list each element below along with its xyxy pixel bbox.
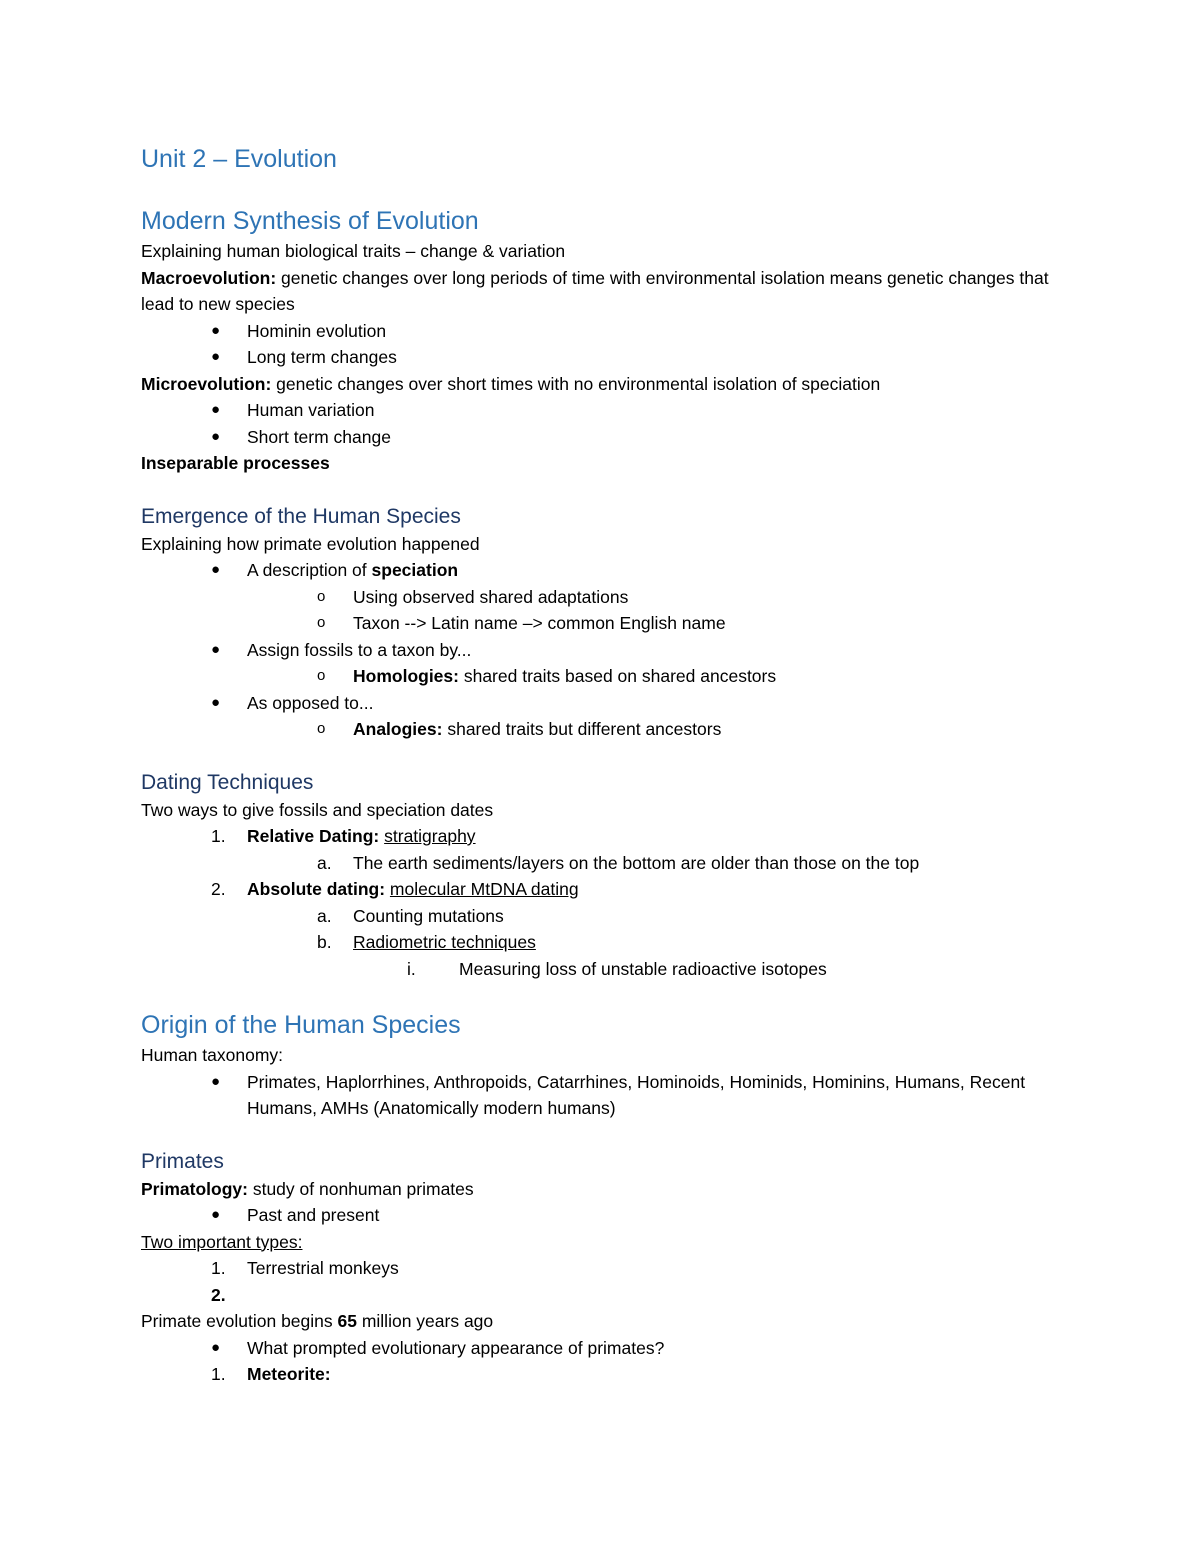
list-item-text: Assign fossils to a taxon by...	[247, 639, 472, 660]
evolution-number: 65	[337, 1311, 357, 1331]
list-item-text: A description of	[247, 560, 372, 580]
list-item	[141, 1282, 1081, 1309]
s2-intro: Explaining how primate evolution happened	[141, 533, 480, 554]
list-letter: a.	[317, 905, 332, 926]
list-item-text: Primates, Haplorrhines, Anthropoids, Catarrhines, Hominoids, Hominids, Hominins, Humans, Recent Humans, AMHs (Anatomically modern humans)	[247, 1071, 1026, 1118]
document-title: Unit 2 – Evolution	[141, 145, 337, 173]
list-item	[141, 584, 1081, 611]
list-item	[141, 690, 1081, 717]
list-item	[141, 876, 1081, 903]
list-item	[141, 397, 1081, 424]
list-item-text: What prompted evolutionary appearance of primates?	[247, 1337, 665, 1358]
bullet-icon: ●	[211, 1206, 221, 1223]
list-item-text: Terrestrial monkeys	[247, 1258, 399, 1278]
homologies-term: Homologies:	[353, 666, 459, 686]
circle-bullet-icon: o	[317, 587, 326, 605]
list-item	[141, 1069, 1081, 1122]
list-item	[141, 557, 1081, 584]
list-letter: b.	[317, 932, 332, 952]
list-item-text: Using observed shared adaptations	[353, 586, 629, 607]
primatology-text: study of nonhuman primates	[247, 1178, 474, 1199]
macroevolution-text: genetic changes over long periods of time with environmental isolation means genetic changes that lead to new species	[141, 267, 1049, 314]
question-list	[141, 1335, 1081, 1362]
s4-intro: Human taxonomy:	[141, 1045, 284, 1065]
s3-intro: Two ways to give fossils and speciation dates	[141, 799, 494, 820]
list-item	[141, 850, 1081, 877]
list-item	[141, 956, 1081, 983]
list-item-text: Human variation	[247, 400, 375, 420]
list-item-text: As opposed to...	[247, 692, 374, 713]
list-item-text: Measuring loss of unstable radioactive isotopes	[459, 958, 827, 979]
absolute-dating-term: Absolute dating:	[247, 879, 386, 899]
list-item	[141, 1361, 1081, 1388]
stratigraphy-text: stratigraphy	[384, 826, 476, 846]
list-item	[141, 424, 1081, 451]
list-letter: a.	[317, 852, 332, 873]
primates-list	[141, 1202, 1081, 1229]
document-body	[141, 142, 1081, 1388]
list-item	[141, 318, 1081, 345]
list-item-text: Hominin evolution	[247, 320, 387, 341]
primate-evolution-line	[141, 1308, 1081, 1335]
microevolution-term: Microevolution:	[141, 373, 272, 394]
dating-list	[141, 823, 1081, 982]
list-number: 1.	[211, 1258, 226, 1278]
macroevolution-definition	[141, 265, 1081, 318]
meteorite-term: Meteorite:	[247, 1364, 331, 1384]
macroevolution-term: Macroevolution:	[141, 267, 277, 288]
heading-origin: Origin of the Human Species	[141, 1011, 461, 1039]
micro-list	[141, 397, 1081, 450]
list-item	[141, 716, 1081, 743]
bullet-icon: ●	[211, 1072, 221, 1090]
bullet-icon: ●	[211, 1338, 221, 1356]
bullet-icon: ●	[211, 561, 221, 578]
analogies-term: Analogies:	[353, 719, 443, 739]
types-label: Two important types:	[141, 1231, 303, 1252]
bullet-icon: ●	[211, 348, 221, 365]
heading-emergence: Emergence of the Human Species	[141, 504, 461, 528]
list-item-text: Radiometric techniques	[353, 932, 536, 952]
taxonomy-list	[141, 1069, 1081, 1122]
list-item-text: Long term changes	[247, 347, 397, 367]
heading-modern-synthesis: Modern Synthesis of Evolution	[141, 207, 479, 235]
list-item	[141, 344, 1081, 371]
list-item	[141, 1255, 1081, 1282]
heading-primates: Primates	[141, 1149, 224, 1173]
circle-bullet-icon: o	[317, 720, 326, 737]
list-item	[141, 1335, 1081, 1362]
heading-dating-techniques: Dating Techniques	[141, 770, 314, 794]
bullet-icon: ●	[211, 640, 221, 658]
list-item	[141, 637, 1081, 664]
list-item-text: Counting mutations	[353, 905, 504, 926]
microevolution-definition	[141, 371, 1081, 398]
evolution-text-end: million years ago	[356, 1311, 494, 1331]
list-item	[141, 1202, 1081, 1229]
list-item	[141, 663, 1081, 690]
evolution-text: Primate evolution begins	[141, 1311, 338, 1331]
list-item-text: Taxon --> Latin name –> common English name	[353, 613, 726, 633]
list-item	[141, 929, 1081, 956]
bullet-icon: ●	[211, 693, 221, 711]
macro-list	[141, 318, 1081, 371]
list-item-text: The earth sediments/layers on the bottom are older than those on the top	[353, 852, 920, 873]
bullet-icon: ●	[211, 321, 221, 339]
list-item-text: shared traits based on shared ancestors	[458, 666, 777, 686]
types-list	[141, 1255, 1081, 1308]
list-number: 1.	[211, 826, 226, 846]
relative-dating-term: Relative Dating:	[247, 826, 380, 846]
mtdna-dating-text: molecular MtDNA dating	[389, 879, 579, 899]
list-item-text: shared traits but different ancestors	[442, 719, 722, 739]
list-roman: i.	[407, 958, 416, 979]
circle-bullet-icon: o	[317, 667, 326, 684]
s1-intro: Explaining human biological traits – change & variation	[141, 241, 566, 261]
list-item	[141, 823, 1081, 850]
list-number: 1.	[211, 1364, 226, 1384]
microevolution-text: genetic changes over short times with no environmental isolation of speciation	[271, 373, 881, 394]
list-number: 2.	[211, 1284, 226, 1305]
bullet-icon: ●	[211, 427, 221, 445]
bullet-icon: ●	[211, 401, 221, 418]
primatology-term: Primatology:	[141, 1178, 248, 1199]
speciation-term: speciation	[371, 560, 459, 580]
list-item	[141, 610, 1081, 637]
list-number: 2.	[211, 879, 226, 899]
list-item-text: Past and present	[247, 1205, 380, 1225]
s1-closing: Inseparable processes	[141, 453, 330, 473]
list-item-text: Short term change	[247, 426, 391, 447]
circle-bullet-icon: o	[317, 614, 326, 631]
primatology-definition	[141, 1176, 1081, 1203]
meteorite-list	[141, 1361, 1081, 1388]
emergence-list	[141, 557, 1081, 743]
list-item	[141, 903, 1081, 930]
